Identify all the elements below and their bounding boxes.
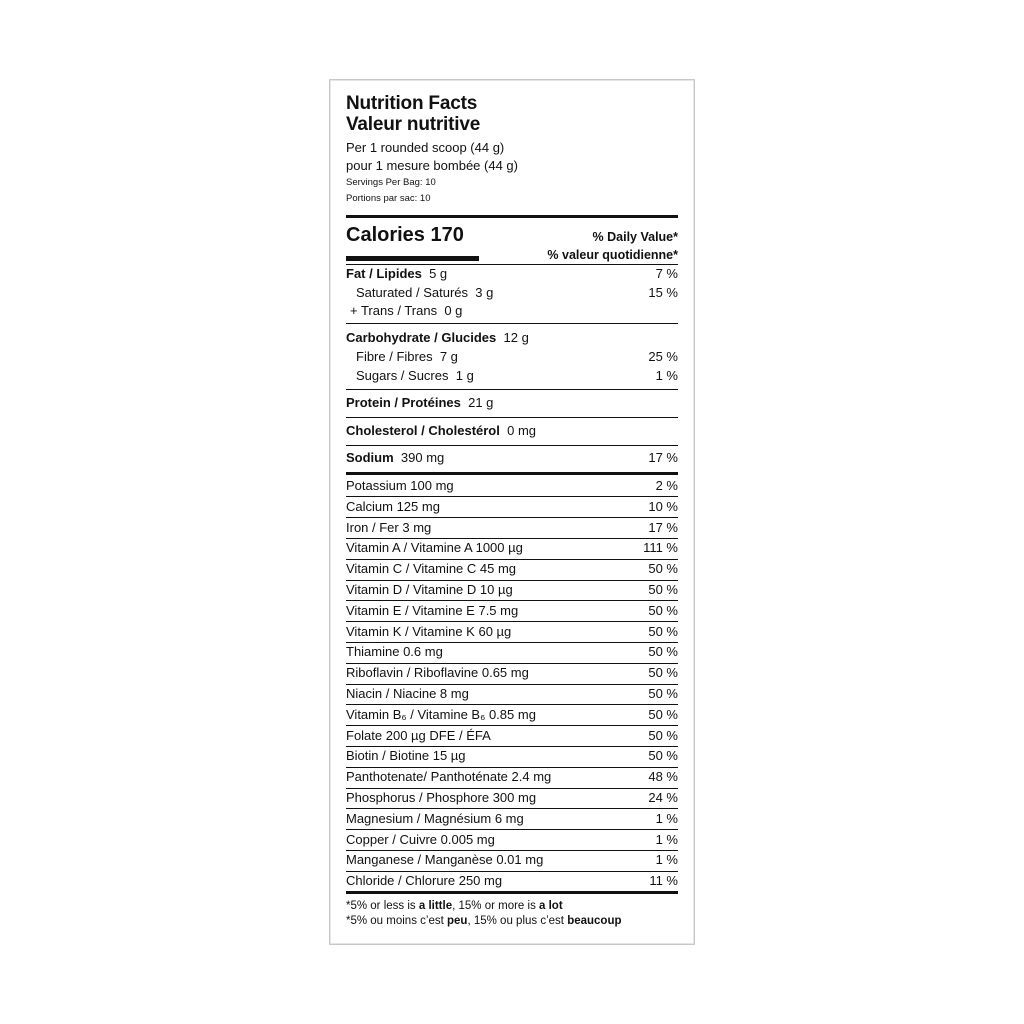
nutrient-percent: 1 % [655,852,678,868]
nutrient-name: Vitamin E / Vitamine E 7.5 mg [346,602,519,618]
nutrient-percent: 50 % [648,582,678,597]
micronutrient-row [346,663,678,683]
nutrient-row-carbohydrate [346,328,678,348]
nutrient-name: Folate 200 µg DFE / ÉFA [346,727,491,743]
nutrient-name: Protein / Protéines 21 g [346,395,494,410]
micronutrient-row [346,642,678,662]
nutrient-percent: 111 % [643,540,678,556]
nutrition-facts-label [329,79,695,945]
micronutrient-row [346,705,678,725]
nutrient-name: + Trans / Trans 0 g [350,303,463,318]
micronutrient-row [346,746,678,766]
nutrient-row-protein [346,393,678,413]
nutrient-name: Biotin / Biotine 15 µg [346,748,466,764]
serving-size-english: Per 1 rounded scoop (44 g) [346,140,505,155]
nutrient-row-fat [346,264,678,284]
nutrient-name: Sugars / Sucres 1 g [356,368,474,383]
nutrient-name: Vitamin B₆ / Vitamine B₆ 0.85 mg [346,706,536,722]
nutrient-row-cholesterol [346,421,678,441]
nutrient-percent: 50 % [648,623,678,639]
nutrient-percent: 24 % [648,790,678,805]
nutrient-name: Fibre / Fibres 7 g [356,349,458,364]
nutrient-name: Cholesterol / Cholestérol 0 mg [346,423,537,438]
micronutrient-row [346,601,678,621]
serving-size-french: pour 1 mesure bombée (44 g) [346,158,518,173]
divider [346,389,678,390]
nutrient-percent: 48 % [648,769,678,785]
title-french: Valeur nutritive [346,114,481,135]
nutrient-name: Vitamin K / Vitamine K 60 µg [346,623,512,639]
divider-thick [346,215,678,218]
micronutrient-row [346,767,678,787]
footnote-english: *5% or less is a little, 15% or more is a lot [346,900,563,912]
divider [346,417,678,418]
nutrient-name: Copper / Cuivre 0.005 mg [346,831,495,847]
nutrient-name: Panthotenate/ Panthoténate 2.4 mg [346,769,552,785]
nutrient-name: Vitamin A / Vitamine A 1000 µg [346,540,523,556]
nutrient-name: Niacin / Niacine 8 mg [346,686,469,701]
micronutrient-row [346,726,678,746]
nutrient-row-saturated [346,283,678,303]
nutrient-percent: 1 % [655,368,678,383]
title-english: Nutrition Facts [346,93,478,114]
micronutrient-row [346,580,678,600]
nutrient-name: Carbohydrate / Glucides 12 g [346,330,529,345]
nutrient-name: Saturated / Saturés 3 g [356,285,494,300]
micronutrient-row [346,850,678,870]
nutrient-percent: 50 % [648,561,678,577]
nutrient-name: Potassium 100 mg [346,478,454,493]
micronutrient-row [346,476,678,496]
nutrient-percent: 1 % [655,831,678,847]
portions-par-sac: Portions par sac: 10 [346,193,431,204]
nutrient-name: Phosphorus / Phosphore 300 mg [346,790,537,805]
nutrient-percent: 50 % [648,727,678,743]
calories-value: Calories 170 [346,224,464,246]
nutrient-name: Riboflavin / Riboflavine 0.65 mg [346,665,529,681]
nutrient-row-trans [346,301,678,321]
micronutrient-row [346,497,678,517]
calories-bar [346,256,479,261]
nutrient-percent: 50 % [648,686,678,701]
micronutrient-row [346,518,678,538]
divider [346,323,678,324]
footnote-french: *5% ou moins c’est peu, 15% ou plus c’est beaucoup [346,915,622,927]
nutrient-percent: 2 % [655,478,678,493]
nutrient-name: Magnesium / Magnésium 6 mg [346,810,524,826]
micronutrient-row [346,684,678,704]
nutrient-name: Vitamin C / Vitamine C 45 mg [346,561,517,577]
nutrient-percent: 50 % [648,644,678,660]
nutrient-percent: 15 % [648,285,678,300]
nutrient-percent: 7 % [655,266,678,281]
micronutrient-row [346,809,678,829]
nutrient-percent: 50 % [648,748,678,764]
nutrient-percent: 1 % [655,810,678,826]
nutrient-name: Chloride / Chlorure 250 mg [346,873,503,889]
nutrient-row-sugars [346,366,678,386]
nutrient-name: Iron / Fer 3 mg [346,519,432,535]
nutrient-name: Calcium 125 mg [346,498,440,514]
micronutrient-row [346,559,678,579]
nutrient-percent: 25 % [648,349,678,364]
nutrient-percent: 10 % [648,498,678,514]
nutrient-row-sodium [346,448,678,468]
divider-thick [346,891,678,894]
nutrient-percent: 50 % [648,706,678,722]
nutrient-name: Thiamine 0.6 mg [346,644,443,660]
nutrient-name: Manganese / Manganèse 0.01 mg [346,852,544,868]
divider-thick [346,472,678,475]
nutrient-percent: 17 % [648,450,678,465]
nutrient-percent: 50 % [648,602,678,618]
nutrient-percent: 50 % [648,665,678,681]
nutrient-name: Fat / Lipides 5 g [346,266,448,281]
daily-value-header-english: % Daily Value* [592,230,678,244]
daily-value-header-french: % valeur quotidienne* [547,248,678,262]
micronutrient-row [346,788,678,808]
micronutrient-row [346,538,678,558]
nutrient-name: Vitamin D / Vitamine D 10 µg [346,582,513,597]
nutrient-percent: 11 % [649,873,678,889]
servings-per-bag: Servings Per Bag: 10 [346,177,436,188]
micronutrient-row [346,830,678,850]
divider [346,445,678,446]
nutrient-name: Sodium 390 mg [346,450,445,465]
nutrient-percent: 17 % [648,519,678,535]
micronutrient-row [346,622,678,642]
nutrient-row-fibre [346,347,678,367]
micronutrient-row [346,871,678,891]
